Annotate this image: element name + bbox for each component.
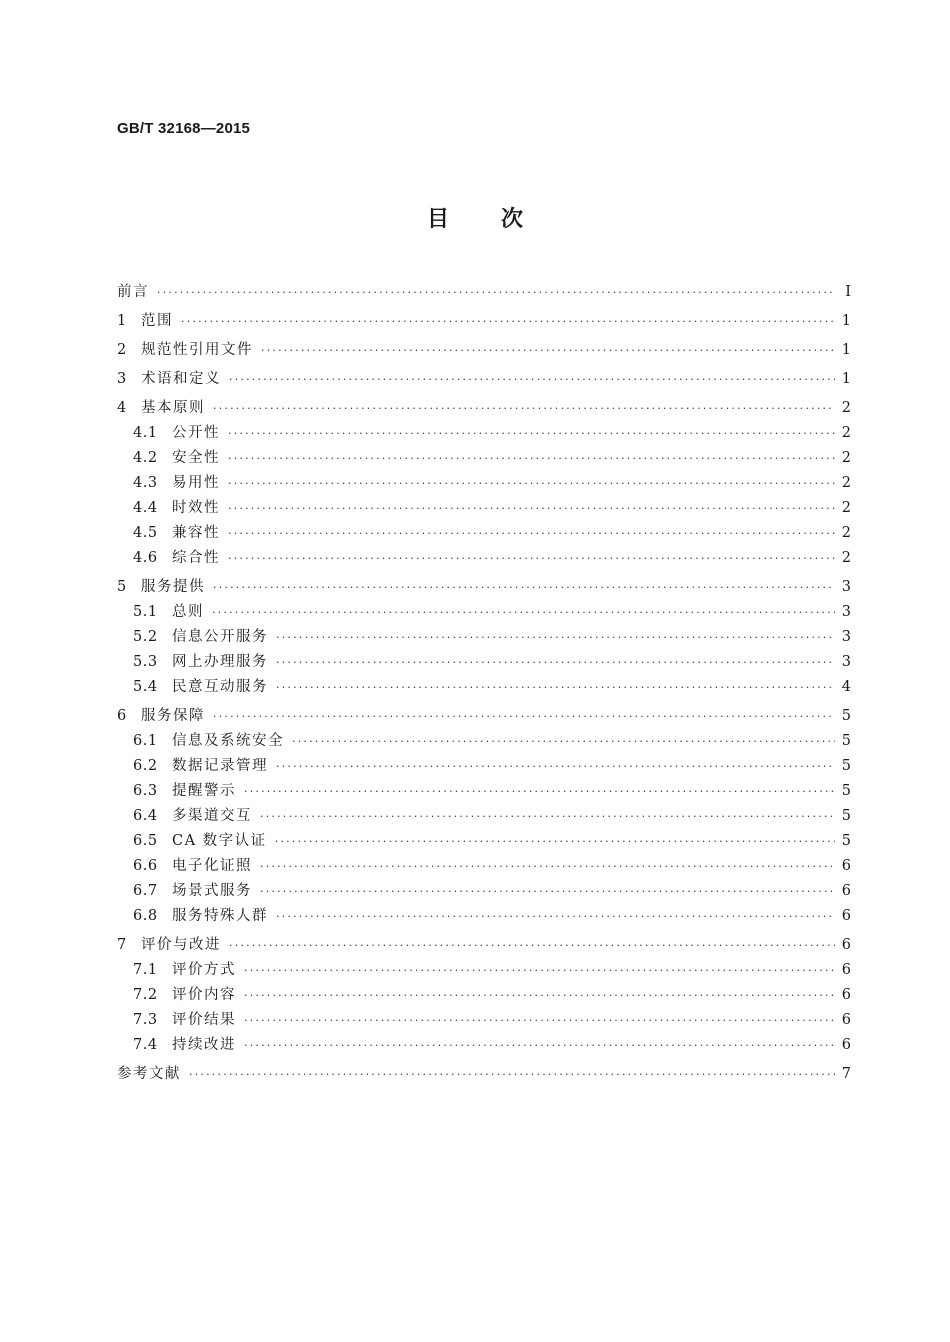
toc-entry-number: 6.1: [133, 733, 158, 749]
toc-entry-label: 前言: [117, 284, 149, 300]
dot-leader: [213, 396, 835, 421]
toc-entry-number: 5.3: [133, 654, 158, 670]
toc-entry-5-3[interactable]: [117, 650, 851, 675]
toc-entry-page: 6: [841, 1012, 851, 1028]
toc-entry-number: 5.2: [133, 629, 158, 645]
dot-leader: [276, 754, 835, 779]
toc-entry-label: 评价结果: [172, 1012, 236, 1028]
toc-entry-number: 6.8: [133, 908, 158, 924]
toc-entry-6-7[interactable]: [117, 879, 851, 904]
toc-entry-page: 2: [841, 400, 851, 416]
dot-leader: [276, 625, 835, 650]
toc-entry-6-6[interactable]: [117, 854, 851, 879]
toc-entry-label: 参考文献: [117, 1066, 181, 1082]
toc-entry-4-2[interactable]: [117, 446, 851, 471]
toc-entry-3[interactable]: [117, 367, 851, 392]
dot-leader: [213, 704, 835, 729]
toc-entry-page: 5: [841, 833, 851, 849]
toc-entry-references[interactable]: [117, 1062, 851, 1087]
dot-leader: [260, 879, 835, 904]
toc-entry-page: I: [845, 284, 851, 300]
toc-entry-5[interactable]: [117, 575, 851, 600]
toc-entry-number: 6.7: [133, 883, 158, 899]
dot-leader: [261, 338, 835, 363]
dot-leader: [260, 804, 835, 829]
dot-leader: [244, 1008, 835, 1033]
dot-leader: [275, 829, 835, 854]
toc-entry-label: 范围: [141, 313, 173, 329]
toc-entry-6-5[interactable]: [117, 829, 851, 854]
toc-entry-page: 1: [841, 342, 851, 358]
toc-entry-label: 场景式服务: [172, 883, 252, 899]
toc-entry-4-6[interactable]: [117, 546, 851, 571]
toc-entry-label: 基本原则: [141, 400, 205, 416]
toc-entry-label: 提醒警示: [172, 783, 236, 799]
toc-entry-page: 6: [841, 962, 851, 978]
toc-entry-page: 6: [841, 987, 851, 1003]
toc-entry-7-4[interactable]: [117, 1033, 851, 1058]
toc-entry-6-4[interactable]: [117, 804, 851, 829]
toc-title: [0, 202, 950, 233]
toc-entry-number: 7.4: [133, 1037, 158, 1053]
toc-entry-number: 6: [117, 708, 127, 724]
toc-entry-number: 6.6: [133, 858, 158, 874]
dot-leader: [228, 546, 835, 571]
toc-entry-page: 2: [841, 500, 851, 516]
toc-entry-number: 7.2: [133, 987, 158, 1003]
toc-entry-6[interactable]: [117, 704, 851, 729]
dot-leader: [157, 280, 835, 305]
toc-entry-label: 兼容性: [172, 525, 220, 541]
toc-entry-4-4[interactable]: [117, 496, 851, 521]
toc-entry-1[interactable]: [117, 309, 851, 334]
toc-entry-page: 7: [841, 1066, 851, 1082]
toc-entry-label: 服务提供: [141, 579, 205, 595]
toc-entry-number: 7.3: [133, 1012, 158, 1028]
toc-entry-number: 3: [117, 371, 127, 387]
toc-entry-number: 6.3: [133, 783, 158, 799]
toc-entry-4-1[interactable]: [117, 421, 851, 446]
dot-leader: [244, 958, 835, 983]
toc-entry-label: 持续改进: [172, 1037, 236, 1053]
dot-leader: [260, 854, 835, 879]
table-of-contents: [117, 280, 851, 1087]
toc-entry-label: 信息公开服务: [172, 629, 268, 645]
toc-entry-page: 3: [841, 629, 851, 645]
toc-entry-label: 服务保障: [141, 708, 205, 724]
toc-entry-label: 评价方式: [172, 962, 236, 978]
toc-entry-label: 总则: [172, 604, 204, 620]
toc-entry-label: 评价与改进: [141, 937, 221, 953]
toc-entry-page: 2: [841, 550, 851, 566]
toc-entry-foreword[interactable]: [117, 280, 851, 305]
dot-leader: [228, 471, 835, 496]
toc-entry-number: 4.2: [133, 450, 158, 466]
toc-entry-page: 3: [841, 579, 851, 595]
toc-entry-page: 1: [841, 313, 851, 329]
toc-entry-page: 6: [841, 858, 851, 874]
toc-entry-number: 4.6: [133, 550, 158, 566]
standard-code: GB/T 32168—2015: [117, 120, 251, 137]
toc-entry-page: 6: [841, 937, 851, 953]
toc-entry-6-2[interactable]: [117, 754, 851, 779]
toc-entry-number: 4.1: [133, 425, 158, 441]
dot-leader: [292, 729, 835, 754]
dot-leader: [276, 675, 835, 700]
toc-entry-number: 4.5: [133, 525, 158, 541]
toc-entry-label: 数据记录管理: [172, 758, 268, 774]
toc-entry-label: 综合性: [172, 550, 220, 566]
toc-entry-number: 1: [117, 313, 127, 329]
toc-entry-4-3[interactable]: [117, 471, 851, 496]
toc-entry-page: 4: [841, 679, 851, 695]
toc-entry-4-5[interactable]: [117, 521, 851, 546]
toc-entry-page: 5: [841, 733, 851, 749]
dot-leader: [228, 496, 835, 521]
dot-leader: [213, 575, 835, 600]
toc-entry-label: 信息及系统安全: [172, 733, 284, 749]
toc-entry-number: 7: [117, 937, 127, 953]
toc-entry-number: 5.4: [133, 679, 158, 695]
toc-entry-page: 6: [841, 1037, 851, 1053]
toc-entry-number: 4.4: [133, 500, 158, 516]
toc-entry-5-4[interactable]: [117, 675, 851, 700]
toc-entry-number: 6.2: [133, 758, 158, 774]
toc-entry-label: 时效性: [172, 500, 220, 516]
toc-entry-label: 服务特殊人群: [172, 908, 268, 924]
dot-leader: [228, 521, 835, 546]
toc-entry-6-3[interactable]: [117, 779, 851, 804]
toc-entry-page: 2: [841, 525, 851, 541]
toc-entry-label: CA 数字认证: [172, 833, 267, 849]
dot-leader: [244, 983, 835, 1008]
dot-leader: [212, 600, 835, 625]
toc-entry-label: 公开性: [172, 425, 220, 441]
toc-entry-number: 4.3: [133, 475, 158, 491]
dot-leader: [229, 367, 835, 392]
toc-entry-page: 2: [841, 450, 851, 466]
toc-entry-label: 易用性: [172, 475, 220, 491]
toc-entry-label: 评价内容: [172, 987, 236, 1003]
toc-entry-label: 规范性引用文件: [141, 342, 253, 358]
toc-entry-6-1[interactable]: [117, 729, 851, 754]
toc-entry-label: 民意互动服务: [172, 679, 268, 695]
toc-entry-page: 1: [841, 371, 851, 387]
toc-entry-number: 5.1: [133, 604, 158, 620]
toc-entry-label: 网上办理服务: [172, 654, 268, 670]
toc-entry-page: 6: [841, 883, 851, 899]
dot-leader: [228, 446, 835, 471]
toc-entry-2[interactable]: [117, 338, 851, 363]
toc-entry-number: 4: [117, 400, 127, 416]
toc-entry-page: 2: [841, 425, 851, 441]
toc-entry-4[interactable]: [117, 396, 851, 421]
dot-leader: [229, 933, 835, 958]
toc-entry-page: 5: [841, 808, 851, 824]
dot-leader: [189, 1062, 835, 1087]
toc-title-char-1: 目: [426, 207, 449, 232]
toc-entry-6-8[interactable]: [117, 904, 851, 929]
toc-entry-7-2[interactable]: [117, 983, 851, 1008]
toc-entry-page: 5: [841, 783, 851, 799]
toc-entry-label: 术语和定义: [141, 371, 221, 387]
dot-leader: [276, 904, 835, 929]
toc-entry-label: 多渠道交互: [172, 808, 252, 824]
toc-title-char-2: 次: [501, 207, 524, 232]
toc-entry-5-2[interactable]: [117, 625, 851, 650]
toc-entry-number: 6.5: [133, 833, 158, 849]
toc-entry-label: 电子化证照: [172, 858, 252, 874]
toc-entry-page: 3: [841, 654, 851, 670]
toc-entry-number: 6.4: [133, 808, 158, 824]
toc-entry-page: 6: [841, 908, 851, 924]
toc-entry-5-1[interactable]: [117, 600, 851, 625]
toc-entry-page: 3: [841, 604, 851, 620]
toc-entry-number: 7.1: [133, 962, 158, 978]
toc-entry-number: 5: [117, 579, 127, 595]
toc-entry-7-1[interactable]: [117, 958, 851, 983]
toc-entry-7-3[interactable]: [117, 1008, 851, 1033]
toc-entry-page: 5: [841, 758, 851, 774]
dot-leader: [244, 779, 835, 804]
toc-entry-number: 2: [117, 342, 127, 358]
toc-entry-page: 2: [841, 475, 851, 491]
dot-leader: [244, 1033, 835, 1058]
toc-entry-7[interactable]: [117, 933, 851, 958]
toc-entry-label: 安全性: [172, 450, 220, 466]
dot-leader: [228, 421, 835, 446]
toc-entry-page: 5: [841, 708, 851, 724]
dot-leader: [181, 309, 835, 334]
dot-leader: [276, 650, 835, 675]
